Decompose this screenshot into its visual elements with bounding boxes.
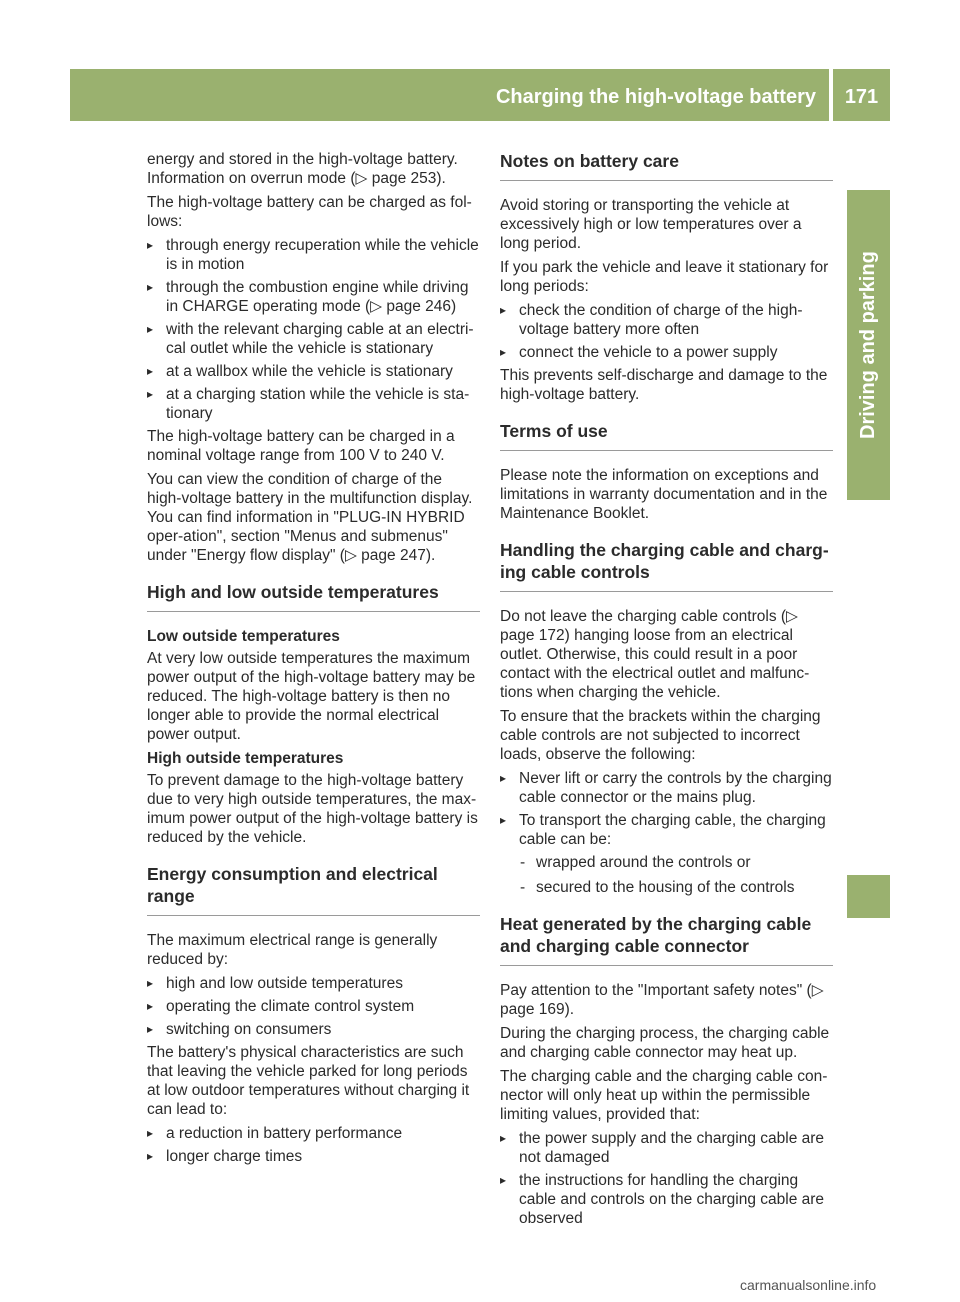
side-marker — [847, 875, 890, 918]
list-item: ▸ switching on consumers — [147, 1021, 332, 1038]
list-item: ▸ check the condition of charge of the high-voltage battery more often — [500, 302, 803, 338]
section-heading: High and low outside temperatures — [147, 581, 480, 612]
list-item: ▸ connect the vehicle to a power supply — [500, 344, 778, 361]
right-column — [500, 150, 833, 1232]
paragraph: During the charging process, the charging cable and charging cable connector may heat up. — [500, 1025, 830, 1061]
paragraph: Please note the information on exceptions and limitations in warranty documentation and in the Maintenance Booklet. — [500, 467, 828, 522]
subheading: Low outside temperatures — [147, 628, 340, 645]
paragraph: If you park the vehicle and leave it stationary for long periods: — [500, 259, 829, 295]
list-item: ▸ high and low outside temperatures — [147, 975, 403, 992]
list-item: ▸ the power supply and the charging cable are not damaged — [500, 1130, 825, 1166]
list-item: ▸ through energy recuperation while the vehicle is in motion — [147, 237, 479, 273]
sub-list-item: - wrapped around the controls or — [520, 854, 751, 871]
paragraph: The battery's physical characteristics are such that leaving the vehicle parked for long periods at low outdoor temperatures without charging it can lead to: — [147, 1044, 470, 1118]
page-title: Charging the high-voltage battery — [495, 86, 816, 108]
sub-list-item: - secured to the housing of the controls — [520, 879, 795, 896]
list-item: ▸ through the combustion engine while driving in CHARGE operating mode (▷ page 246) — [147, 279, 469, 315]
paragraph: The high-voltage battery can be charged in a nominal voltage range from 100 V to 240 V. — [147, 428, 455, 464]
page-number: 171 — [844, 86, 879, 108]
paragraph: To ensure that the brackets within the charging cable controls are not subjected to incorrect loads, observe the following: — [500, 708, 821, 763]
paragraph: Information on overrun mode (▷ page 253). — [147, 170, 446, 187]
list-item: ▸ a reduction in battery performance — [147, 1125, 403, 1142]
list-item: ▸ at a charging station while the vehicle is sta-tionary — [147, 386, 470, 422]
paragraph: This prevents self-discharge and damage to the high-voltage battery. — [500, 367, 828, 403]
watermark: carmanualsonline.info — [740, 1277, 877, 1293]
section-heading: Terms of use — [500, 420, 833, 451]
list-item: ▸ Never lift or carry the controls by the charging cable connector or the mains plug. — [500, 770, 832, 806]
paragraph: Pay attention to the "Important safety notes" (▷ page 169). — [500, 982, 824, 1018]
paragraph: The charging cable and the charging cable con-nector will only heat up within the permissible limiting values, provided that: — [500, 1068, 828, 1123]
list-item: ▸ the instructions for handling the charging cable and controls on the charging cable are observed — [500, 1172, 825, 1227]
paragraph: Avoid storing or transporting the vehicle at excessively high or low temperatures over a long period. — [500, 197, 802, 252]
section-heading: Heat generated by the charging cable and charging cable connector — [500, 913, 833, 966]
list-item: ▸ at a wallbox while the vehicle is stationary — [147, 363, 453, 380]
left-column — [147, 150, 480, 1170]
section-heading: Notes on battery care — [500, 150, 833, 181]
paragraph: The maximum electrical range is generally reduced by: — [147, 932, 438, 968]
list-item: ▸ with the relevant charging cable at an electri-cal outlet while the vehicle is stationary — [147, 321, 474, 357]
paragraph: You can view the condition of charge of the high-voltage battery in the multifunction display. You can find information in "PLUG-IN HYBRID oper-ation", section "Menus and submenus" under "Energy flow display" (▷ page 247). — [147, 471, 473, 564]
list-item: ▸ longer charge times — [147, 1148, 303, 1165]
list-item: ▸ To transport the charging cable, the charging cable can be: — [500, 812, 826, 848]
section-heading: Handling the charging cable and charg-ing cable controls — [500, 539, 833, 592]
section-heading: Energy consumption and electrical range — [147, 863, 480, 916]
list-item: ▸ operating the climate control system — [147, 998, 415, 1015]
paragraph: energy and stored in the high-voltage battery. — [147, 151, 458, 168]
subheading: High outside temperatures — [147, 750, 344, 767]
paragraph: To prevent damage to the high-voltage battery due to very high outside temperatures, the max-imum power output of the high-voltage battery is reduced by the vehicle. — [147, 772, 478, 846]
paragraph: The high-voltage battery can be charged as fol-lows: — [147, 194, 472, 230]
side-tab-label: Driving and parking — [857, 251, 879, 439]
paragraph: Do not leave the charging cable controls (▷ page 172) hanging loose from an electrical outlet. Otherwise, this could result in a poor contact with the electrical outlet and malfunc-tions when charging the vehicle. — [500, 608, 810, 701]
paragraph: At very low outside temperatures the maximum power output of the high-voltage battery may be reduced. The high-voltage battery is then no longer able to provide the normal electrical power output. — [147, 650, 476, 743]
